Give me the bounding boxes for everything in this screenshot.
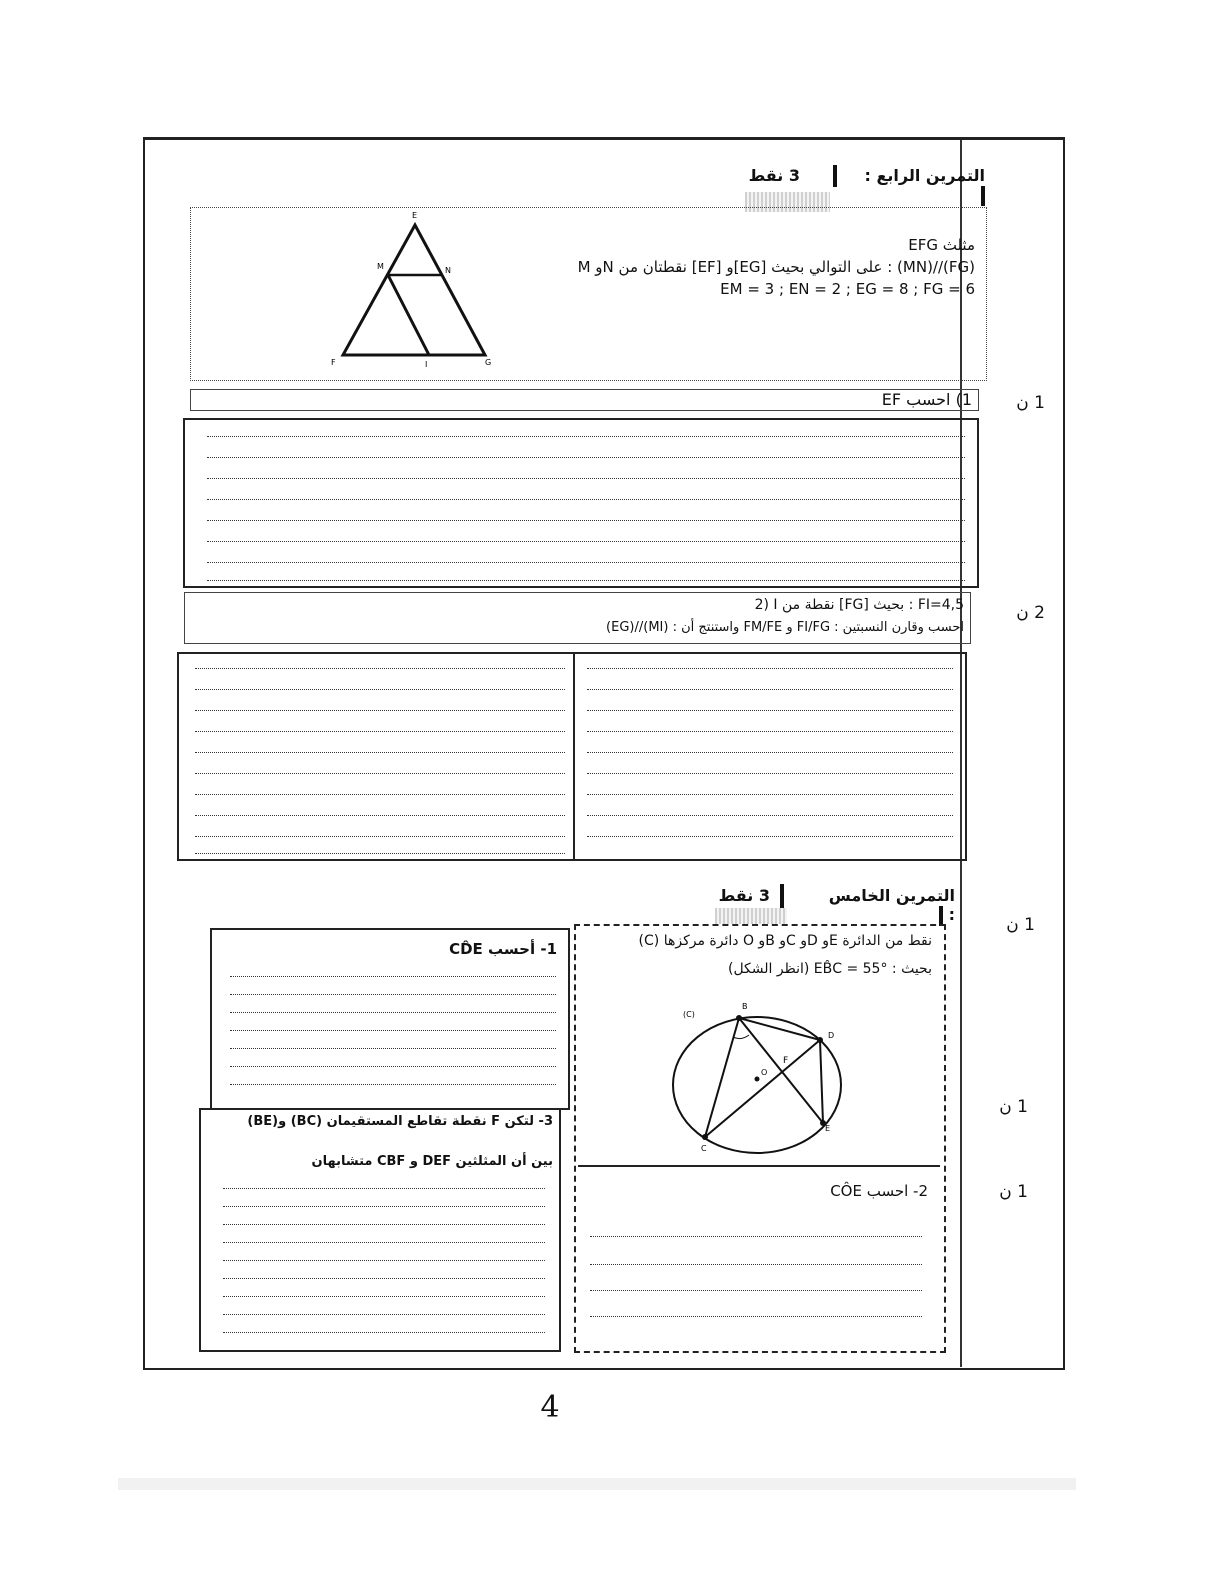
ex4-points: 3 نقط [748, 166, 800, 185]
label-O: O [761, 1068, 768, 1077]
ex4-statement-1: EFG مثلث [908, 236, 975, 254]
label-E: E [412, 211, 418, 220]
ex4-answer-box-1[interactable] [183, 418, 979, 588]
label-E: E [825, 1124, 831, 1133]
ex4-q1-mark: 1 ن [1016, 393, 1045, 413]
ex5-title-bar [780, 884, 784, 908]
ex4-q1: 1) احسب EF [881, 390, 972, 409]
label-N: N [445, 266, 451, 275]
label-B: B [742, 1002, 748, 1011]
ex4-q2-line1: 2) I نقطة من [FG] بحيث : FI=4,5 [754, 597, 964, 613]
triangle-figure [325, 205, 505, 375]
label-M: M [377, 262, 384, 271]
ex5-q2-separator [578, 1165, 940, 1167]
ex5-q3-box[interactable] [199, 1108, 561, 1352]
ex5-points: 3 نقط [718, 886, 770, 905]
ex4-q2-line2: احسب وقارن النسبتين : FI/FG و FM/FE واستنتج أن : (MI)//(EG) [606, 620, 964, 635]
circle-figure [665, 995, 855, 1160]
ex5-statement-2: بحيث : EB̂C = 55° (انظر الشكل) [727, 961, 932, 977]
ex4-title-bar [833, 165, 837, 187]
ex4-answer-box-2-left[interactable] [177, 652, 575, 861]
label-circle-C: (C) [683, 1010, 695, 1019]
label-F: F [331, 358, 336, 367]
label-G: G [485, 358, 492, 367]
ex4-statement-3: EM = 3 ; EN = 2 ; EG = 8 ; FG = 6 [720, 280, 975, 298]
ex5-q1-box[interactable] [210, 928, 570, 1110]
label-F: F [783, 1056, 789, 1066]
ex5-q2: 2- احسب CÔE [830, 1182, 928, 1200]
label-I: I [425, 360, 428, 369]
ex5-mark-q3: 1 ن [999, 1097, 1028, 1117]
ex4-statement-2: M وN نقطتان من [EF] و[EG] على التوالي بحيث : (MN)//(FG) [577, 258, 975, 276]
ex4-title: التمرين الرابع : [860, 166, 985, 206]
label-C: C [701, 1144, 707, 1153]
label-D: D [828, 1031, 835, 1040]
ex5-answer-box-q2[interactable] [590, 1210, 930, 1330]
ex5-mark-q2: 1 ن [999, 1182, 1028, 1202]
ex5-q3-line2: بين أن المثلثين DEF و CBF متشابهان [311, 1154, 553, 1169]
page-number: 4 [540, 1390, 560, 1425]
ex5-title: التمرين الخامس : [828, 886, 955, 924]
ex5-mark-q1: 1 ن [1006, 915, 1035, 935]
ex5-q1: 1- أحسب CD̂E [449, 940, 557, 958]
ex4-answer-box-2-right[interactable] [573, 652, 967, 861]
ex5-statement-1: (C) دائرة مركزها O وB وC وD وE نقط من الدائرة [638, 933, 932, 949]
scan-shadow [118, 1478, 1076, 1490]
ex4-q2-mark: 2 ن [1016, 603, 1045, 623]
ex5-q3-line1: 3- لتكن F نقطة تقاطع المستقيمان (BC) و(BE) [247, 1114, 553, 1129]
stamp-mark-2 [715, 908, 787, 924]
